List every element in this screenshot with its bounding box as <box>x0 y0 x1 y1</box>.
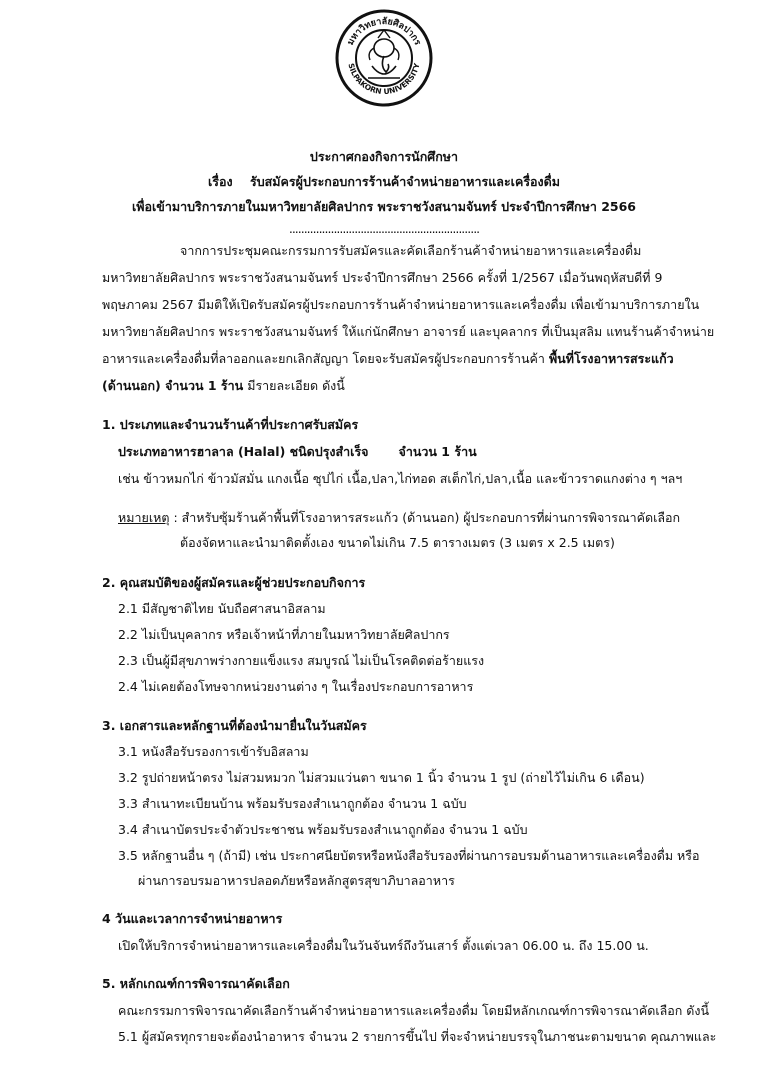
section3-item-3: 3.3 สำเนาทะเบียนบ้าน พร้อมรับรองสำเนาถูกต้อง จำนวน 1 ฉบับ <box>118 796 467 811</box>
section3-item-2: 3.2 รูปถ่ายหน้าตรง ไม่สวมหมวก ไม่สวมแว่นตา ขนาด 1 นิ้ว จำนวน 1 รูป (ถ่ายไว้ไม่เกิน 6 เดือน) <box>118 770 645 785</box>
section2-item-2: 2.2 ไม่เป็นบุคลากร หรือเจ้าหน้าที่ภายในมหาวิทยาลัยศิลปากร <box>118 627 450 642</box>
intro-line-3: พฤษภาคม 2567 มีมติให้เปิดรับสมัครผู้ประกอบการร้านค้าจำหน่ายอาหารและเครื่องดื่ม เพื่อเข้ามาบริการภายใน <box>102 297 700 312</box>
food-type: ประเภทอาหารฮาลาล (Halal) ชนิดปรุงสำเร็จ <box>118 444 369 459</box>
shop-count: จำนวน 1 ร้าน <box>398 444 477 459</box>
section2-item-3: 2.3 เป็นผู้มีสุขภาพร่างกายแข็งแรง สมบูรณ์ ไม่เป็นโรคติดต่อร้ายแรง <box>118 653 485 668</box>
seal-top-text: มหาวิทยาลัยศิลปากร <box>345 16 423 47</box>
intro-line-5-text: อาหารและเครื่องดื่มที่ลาออกและยกเลิกสัญญา โดยจะรับสมัครผู้ประกอบการร้านค้า <box>102 351 545 366</box>
section1-note <box>118 507 680 529</box>
section1-examples: เช่น ข้าวหมกไก่ ข้าวมัสมั่น แกงเนื้อ ซุปไก่ เนื้อ,ปลา,ไก่ทอด สเต็กไก่,ปลา,เนื้อ และข้าวราดแกงต่าง ๆ ฯลฯ <box>118 471 683 486</box>
section4-title: 4 วันและเวลาการจำหน่ายอาหาร <box>102 911 283 926</box>
section2-title: 2. คุณสมบัติของผู้สมัครและผู้ช่วยประกอบกิจการ <box>102 575 366 590</box>
section2-item-4: 2.4 ไม่เคยต้องโทษจากหน่วยงานต่าง ๆ ในเรื่องประกอบการอาหาร <box>118 679 474 694</box>
header-divider: ................................................................ <box>288 221 480 236</box>
section3-item-4: 3.4 สำเนาบัตรประจำตัวประชาชน พร้อมรับรองสำเนาถูกต้อง จำนวน 1 ฉบับ <box>118 822 528 837</box>
subject-text: รับสมัครผู้ประกอบการร้านค้าจำหน่ายอาหารและเครื่องดื่ม <box>250 174 560 189</box>
section4-text: เปิดให้บริการจำหน่ายอาหารและเครื่องดื่มในวันจันทร์ถึงวันเสาร์ ตั้งแต่เวลา 06.00 น. ถึง 15.00 น. <box>118 938 649 953</box>
section1-title: 1. ประเภทและจำนวนร้านค้าที่ประกาศรับสมัคร <box>102 417 359 432</box>
announcement-subject-line2: เพื่อเข้ามาบริการภายในมหาวิทยาลัยศิลปากร พระราชวังสนามจันทร์ ประจำปีการศึกษา 2566 <box>131 199 637 214</box>
subject-label: เรื่อง <box>208 174 233 189</box>
intro-line-4: มหาวิทยาลัยศิลปากร พระราชวังสนามจันทร์ ให้แก่นักศึกษา อาจารย์ และบุคลากร ที่เป็นมุสลิม แทนร้านค้าจำหน่าย <box>102 324 715 339</box>
university-seal-logo <box>334 8 434 108</box>
section3-title: 3. เอกสารและหลักฐานที่ต้องนำมายื่นในวันสมัคร <box>102 718 367 733</box>
section3-item-1: 3.1 หนังสือรับรองการเข้ารับอิสลาม <box>118 744 309 759</box>
intro-line-6-text: มีรายละเอียด ดังนี้ <box>247 378 345 393</box>
intro-line-5 <box>102 348 674 370</box>
seal-icon <box>334 8 434 108</box>
announcement-subject <box>0 171 768 193</box>
intro-line-1: จากการประชุมคณะกรรมการรับสมัครและคัดเลือกร้านค้าจำหน่ายอาหารและเครื่องดื่ม <box>180 243 642 258</box>
intro-line-6 <box>102 375 345 397</box>
section5-item-1: 5.1 ผู้สมัครทุกรายจะต้องนำอาหาร จำนวน 2 รายการขึ้นไป ที่จะจำหน่ายบรรจุในภาชนะตามขนาด คุณภาพและ <box>118 1029 717 1044</box>
note-line-1: : สำหรับซุ้มร้านค้าพื้นที่โรงอาหารสระแก้ว (ด้านนอก) ผู้ประกอบการที่ผ่านการพิจารณาคัดเลือก <box>173 510 681 525</box>
section3-item-5-cont: ผ่านการอบรมอาหารปลอดภัยหรือหลักสูตรสุขาภิบาลอาหาร <box>138 873 455 888</box>
intro-line-2: มหาวิทยาลัยศิลปากร พระราชวังสนามจันทร์ ประจำปีการศึกษา 2566 ครั้งที่ 1/2567 เมื่อวันพฤหัสบดีที่ 9 <box>102 270 663 285</box>
intro-location-bold: พื้นที่โรงอาหารสระแก้ว <box>548 351 674 366</box>
section3-item-5: 3.5 หลักฐานอื่น ๆ (ถ้ามี) เช่น ประกาศนียบัตรหรือหนังสือรับรองที่ผ่านการอบรมด้านอาหารและเครื่องดื่ม หรือ <box>118 848 700 863</box>
announcement-org: ประกาศกองกิจการนักศึกษา <box>309 149 459 164</box>
intro-count-bold: (ด้านนอก) จำนวน 1 ร้าน <box>102 378 244 393</box>
note-line-2: ต้องจัดหาและนำมาติดตั้งเอง ขนาดไม่เกิน 7.5 ตารางเมตร (3 เมตร x 2.5 เมตร) <box>180 535 615 550</box>
note-label: หมายเหตุ <box>118 510 170 525</box>
section1-type <box>118 441 477 463</box>
section5-title: 5. หลักเกณฑ์การพิจารณาคัดเลือก <box>102 976 290 991</box>
section2-item-1: 2.1 มีสัญชาติไทย นับถือศาสนาอิสลาม <box>118 601 326 616</box>
section5-intro: คณะกรรมการพิจารณาคัดเลือกร้านค้าจำหน่ายอาหารและเครื่องดื่ม โดยมีหลักเกณฑ์การพิจารณาคัดเลือก ดังนี้ <box>118 1003 710 1018</box>
seal-bottom-text: SILPAKORN UNIVERSITY <box>346 62 422 97</box>
